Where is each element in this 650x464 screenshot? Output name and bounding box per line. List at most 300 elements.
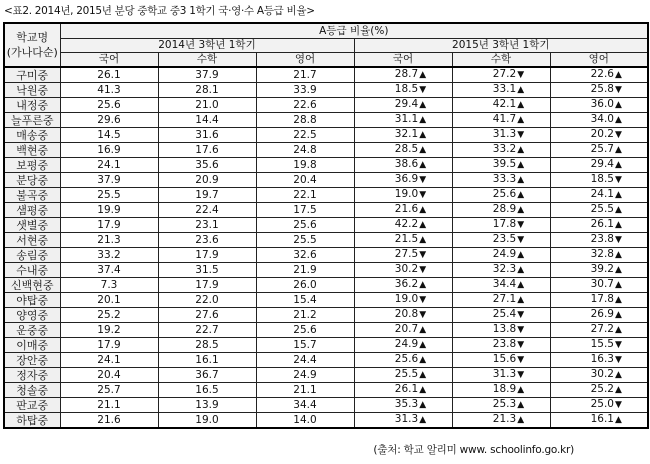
table-row xyxy=(4,98,648,113)
math-2014-cell: 28.5 xyxy=(158,338,256,353)
korean-2014-cell: 25.7 xyxy=(60,383,158,398)
english-2015-value: 34.0 xyxy=(590,113,614,125)
change-arrow-icon: ▲ xyxy=(614,295,622,305)
change-arrow-icon: ▲ xyxy=(419,235,427,245)
math-2015-cell xyxy=(452,233,550,248)
korean-2015-cell xyxy=(354,143,452,158)
school-name-cell: 청솔중 xyxy=(4,383,60,398)
school-name-cell: 하탑중 xyxy=(4,413,60,429)
math-2015-value: 27.1 xyxy=(492,293,517,305)
english-2015-value: 25.0 xyxy=(590,398,614,410)
korean-2015-value: 30.2 xyxy=(394,263,419,275)
school-name-cell: 구미중 xyxy=(4,67,60,83)
change-arrow-icon: ▼ xyxy=(517,130,525,140)
a-grade-ratio-header: A등급 비율(%) xyxy=(60,23,648,39)
math-2015-value: 24.9 xyxy=(492,248,517,260)
table-row xyxy=(4,263,648,278)
change-arrow-icon: ▼ xyxy=(419,265,427,275)
change-arrow-icon: ▲ xyxy=(419,160,427,170)
change-arrow-icon: ▼ xyxy=(517,325,525,335)
table-row xyxy=(4,398,648,413)
korean-2014-cell: 41.3 xyxy=(60,83,158,98)
math-2014-cell: 23.1 xyxy=(158,218,256,233)
korean-2015-cell xyxy=(354,83,452,98)
math-2014-cell: 19.7 xyxy=(158,188,256,203)
math-2014-cell: 19.0 xyxy=(158,413,256,429)
korean-2014-cell: 21.6 xyxy=(60,413,158,429)
korean-2014-cell: 20.4 xyxy=(60,368,158,383)
math-2015-value: 33.3 xyxy=(492,173,517,185)
english-2015-cell xyxy=(550,308,648,323)
change-arrow-icon: ▲ xyxy=(517,175,525,185)
change-arrow-icon: ▲ xyxy=(517,205,525,215)
change-arrow-icon: ▲ xyxy=(614,370,622,380)
table-row xyxy=(4,323,648,338)
english-2015-value: 36.0 xyxy=(590,98,614,110)
school-name-cell: 양영중 xyxy=(4,308,60,323)
change-arrow-icon: ▲ xyxy=(419,130,427,140)
school-name-cell: 수내중 xyxy=(4,263,60,278)
change-arrow-icon: ▲ xyxy=(419,220,427,230)
school-name-cell: 늘푸른중 xyxy=(4,113,60,128)
english-2014-cell: 20.4 xyxy=(256,173,354,188)
english-2015-value: 15.5 xyxy=(590,338,614,350)
change-arrow-icon: ▼ xyxy=(419,85,427,95)
math-2015-value: 33.2 xyxy=(492,143,517,155)
english-2015-cell xyxy=(550,383,648,398)
math-2015-value: 31.3 xyxy=(492,128,517,140)
col-korean-2014: 국어 xyxy=(60,53,158,68)
math-2015-value: 34.4 xyxy=(492,278,517,290)
korean-2014-cell: 33.2 xyxy=(60,248,158,263)
english-2014-cell: 24.4 xyxy=(256,353,354,368)
english-2015-cell xyxy=(550,128,648,143)
table-row xyxy=(4,233,648,248)
school-name-cell: 내정중 xyxy=(4,98,60,113)
table-body xyxy=(4,67,648,428)
korean-2015-cell xyxy=(354,67,452,83)
col-math-2014: 수학 xyxy=(158,53,256,68)
english-2014-cell: 14.0 xyxy=(256,413,354,429)
table-row xyxy=(4,188,648,203)
school-name-cell: 매송중 xyxy=(4,128,60,143)
change-arrow-icon: ▲ xyxy=(419,100,427,110)
korean-2015-value: 28.5 xyxy=(394,143,419,155)
english-2015-value: 26.1 xyxy=(590,218,614,230)
english-2014-cell: 19.8 xyxy=(256,158,354,173)
korean-2015-value: 28.7 xyxy=(394,68,419,80)
korean-2015-value: 21.6 xyxy=(394,203,419,215)
math-2015-cell xyxy=(452,278,550,293)
math-2015-value: 27.2 xyxy=(492,68,517,80)
korean-2015-cell xyxy=(354,98,452,113)
math-2015-cell xyxy=(452,263,550,278)
korean-2015-value: 19.0 xyxy=(394,188,419,200)
school-name-cell: 송림중 xyxy=(4,248,60,263)
change-arrow-icon: ▲ xyxy=(614,280,622,290)
math-2014-cell: 28.1 xyxy=(158,83,256,98)
school-name-cell: 정자중 xyxy=(4,368,60,383)
change-arrow-icon: ▼ xyxy=(614,175,622,185)
school-name-header xyxy=(4,23,60,67)
korean-2015-cell xyxy=(354,203,452,218)
math-2014-cell: 16.1 xyxy=(158,353,256,368)
math-2015-cell xyxy=(452,158,550,173)
change-arrow-icon: ▲ xyxy=(419,385,427,395)
math-2015-cell xyxy=(452,248,550,263)
change-arrow-icon: ▼ xyxy=(614,85,622,95)
english-2015-value: 20.2 xyxy=(590,128,614,140)
change-arrow-icon: ▼ xyxy=(517,235,525,245)
table-row xyxy=(4,278,648,293)
english-2015-cell xyxy=(550,83,648,98)
school-name-cell: 야탑중 xyxy=(4,293,60,308)
korean-2014-cell: 29.6 xyxy=(60,113,158,128)
english-2015-cell xyxy=(550,248,648,263)
math-2015-value: 39.5 xyxy=(492,158,517,170)
table-row xyxy=(4,383,648,398)
english-2015-cell xyxy=(550,413,648,429)
math-2015-value: 28.9 xyxy=(492,203,517,215)
math-2015-cell xyxy=(452,413,550,429)
korean-2015-cell xyxy=(354,353,452,368)
change-arrow-icon: ▲ xyxy=(614,310,622,320)
change-arrow-icon: ▲ xyxy=(517,160,525,170)
korean-2015-value: 31.3 xyxy=(394,413,419,425)
math-2014-cell: 13.9 xyxy=(158,398,256,413)
math-2015-value: 32.3 xyxy=(492,263,517,275)
school-name-cell: 신백현중 xyxy=(4,278,60,293)
table-row xyxy=(4,67,648,83)
english-2015-cell xyxy=(550,98,648,113)
change-arrow-icon: ▲ xyxy=(614,220,622,230)
korean-2015-value: 20.8 xyxy=(394,308,419,320)
korean-2015-cell xyxy=(354,233,452,248)
math-2014-cell: 21.0 xyxy=(158,98,256,113)
table-row xyxy=(4,113,648,128)
change-arrow-icon: ▼ xyxy=(517,70,525,80)
korean-2015-cell xyxy=(354,338,452,353)
change-arrow-icon: ▲ xyxy=(614,115,622,125)
math-2015-value: 25.6 xyxy=(492,188,517,200)
korean-2015-value: 32.1 xyxy=(394,128,419,140)
english-2014-cell: 24.8 xyxy=(256,143,354,158)
table-row xyxy=(4,218,648,233)
korean-2015-value: 27.5 xyxy=(394,248,419,260)
change-arrow-icon: ▼ xyxy=(419,250,427,260)
korean-2015-cell xyxy=(354,413,452,429)
math-2015-cell xyxy=(452,368,550,383)
korean-2015-value: 26.1 xyxy=(394,383,419,395)
korean-2014-cell: 14.5 xyxy=(60,128,158,143)
korean-2015-cell xyxy=(354,173,452,188)
korean-2014-cell: 24.1 xyxy=(60,353,158,368)
change-arrow-icon: ▲ xyxy=(419,370,427,380)
english-2014-cell: 22.6 xyxy=(256,98,354,113)
change-arrow-icon: ▼ xyxy=(517,355,525,365)
school-name-cell: 장안중 xyxy=(4,353,60,368)
change-arrow-icon: ▼ xyxy=(517,370,525,380)
change-arrow-icon: ▲ xyxy=(419,115,427,125)
col-korean-2015: 국어 xyxy=(354,53,452,68)
change-arrow-icon: ▲ xyxy=(517,145,525,155)
change-arrow-icon: ▼ xyxy=(517,340,525,350)
change-arrow-icon: ▲ xyxy=(517,295,525,305)
math-2014-cell: 35.6 xyxy=(158,158,256,173)
korean-2015-cell xyxy=(354,278,452,293)
english-2015-value: 16.1 xyxy=(590,413,614,425)
school-name-cell: 서현중 xyxy=(4,233,60,248)
math-2015-cell xyxy=(452,338,550,353)
korean-2015-cell xyxy=(354,323,452,338)
change-arrow-icon: ▲ xyxy=(614,265,622,275)
english-2014-cell: 17.5 xyxy=(256,203,354,218)
math-2015-cell xyxy=(452,398,550,413)
math-2015-cell xyxy=(452,173,550,188)
english-2015-cell xyxy=(550,398,648,413)
change-arrow-icon: ▲ xyxy=(517,85,525,95)
english-2015-value: 17.8 xyxy=(590,293,614,305)
english-2015-value: 32.8 xyxy=(590,248,614,260)
change-arrow-icon: ▲ xyxy=(614,70,622,80)
table-row xyxy=(4,158,648,173)
english-2015-value: 26.9 xyxy=(590,308,614,320)
table-row xyxy=(4,203,648,218)
table-row xyxy=(4,338,648,353)
math-2015-cell xyxy=(452,98,550,113)
english-2015-cell xyxy=(550,188,648,203)
english-2015-cell xyxy=(550,263,648,278)
math-2015-cell xyxy=(452,128,550,143)
korean-2014-cell: 24.1 xyxy=(60,158,158,173)
change-arrow-icon: ▲ xyxy=(517,190,525,200)
table-row xyxy=(4,368,648,383)
korean-2014-cell: 26.1 xyxy=(60,67,158,83)
math-2015-cell xyxy=(452,113,550,128)
korean-2015-value: 36.9 xyxy=(394,173,419,185)
english-2014-cell: 21.7 xyxy=(256,67,354,83)
korean-2015-cell xyxy=(354,263,452,278)
math-2015-cell xyxy=(452,203,550,218)
english-2015-value: 25.7 xyxy=(590,143,614,155)
english-2014-cell: 34.4 xyxy=(256,398,354,413)
math-2014-cell: 27.6 xyxy=(158,308,256,323)
korean-2014-cell: 21.1 xyxy=(60,398,158,413)
english-2014-cell: 25.5 xyxy=(256,233,354,248)
school-name-cell: 분당중 xyxy=(4,173,60,188)
english-2014-cell: 26.0 xyxy=(256,278,354,293)
change-arrow-icon: ▼ xyxy=(517,220,525,230)
english-2015-cell xyxy=(550,67,648,83)
change-arrow-icon: ▲ xyxy=(614,100,622,110)
korean-2014-cell: 19.2 xyxy=(60,323,158,338)
change-arrow-icon: ▲ xyxy=(614,415,622,425)
korean-2014-cell: 17.9 xyxy=(60,338,158,353)
change-arrow-icon: ▼ xyxy=(614,130,622,140)
korean-2015-value: 31.1 xyxy=(394,113,419,125)
math-2015-value: 15.6 xyxy=(492,353,517,365)
english-2015-value: 16.3 xyxy=(590,353,614,365)
school-name-cell: 보평중 xyxy=(4,158,60,173)
table-row xyxy=(4,83,648,98)
english-2015-cell xyxy=(550,218,648,233)
table-row xyxy=(4,308,648,323)
english-2015-value: 30.2 xyxy=(590,368,614,380)
change-arrow-icon: ▼ xyxy=(614,340,622,350)
english-2014-cell: 15.7 xyxy=(256,338,354,353)
korean-2014-cell: 25.5 xyxy=(60,188,158,203)
korean-2015-cell xyxy=(354,158,452,173)
change-arrow-icon: ▲ xyxy=(614,145,622,155)
school-name-cell: 이매중 xyxy=(4,338,60,353)
korean-2015-cell xyxy=(354,368,452,383)
korean-2015-value: 36.2 xyxy=(394,278,419,290)
english-2015-cell xyxy=(550,173,648,188)
korean-2015-cell xyxy=(354,218,452,233)
math-2014-cell: 17.9 xyxy=(158,248,256,263)
change-arrow-icon: ▲ xyxy=(517,415,525,425)
change-arrow-icon: ▲ xyxy=(419,205,427,215)
change-arrow-icon: ▼ xyxy=(419,190,427,200)
english-2015-cell xyxy=(550,158,648,173)
change-arrow-icon: ▼ xyxy=(614,400,622,410)
math-2015-cell xyxy=(452,218,550,233)
math-2015-value: 18.9 xyxy=(492,383,517,395)
math-2015-cell xyxy=(452,83,550,98)
table-row xyxy=(4,248,648,263)
english-2014-cell: 25.6 xyxy=(256,218,354,233)
korean-2014-cell: 20.1 xyxy=(60,293,158,308)
korean-2015-cell xyxy=(354,398,452,413)
english-2014-cell: 28.8 xyxy=(256,113,354,128)
korean-2014-cell: 16.9 xyxy=(60,143,158,158)
year-2015-header: 2015년 3학년 1학기 xyxy=(354,39,648,53)
col-english-2014: 영어 xyxy=(256,53,354,68)
table-caption: <표2. 2014년, 2015년 분당 중학교 중3 1학기 국·영·수 A등급 비율> xyxy=(4,5,315,17)
change-arrow-icon: ▲ xyxy=(419,70,427,80)
table-row xyxy=(4,293,648,308)
math-2014-cell: 31.5 xyxy=(158,263,256,278)
korean-2015-value: 18.5 xyxy=(394,83,419,95)
korean-2014-cell: 25.2 xyxy=(60,308,158,323)
table-row xyxy=(4,143,648,158)
col-english-2015: 영어 xyxy=(550,53,648,68)
math-2015-value: 41.7 xyxy=(492,113,517,125)
korean-2015-value: 19.0 xyxy=(394,293,419,305)
english-2014-cell: 21.2 xyxy=(256,308,354,323)
change-arrow-icon: ▲ xyxy=(419,355,427,365)
math-2015-value: 21.3 xyxy=(492,413,517,425)
english-2015-value: 23.8 xyxy=(590,233,614,245)
math-2014-cell: 20.9 xyxy=(158,173,256,188)
table-row xyxy=(4,128,648,143)
change-arrow-icon: ▲ xyxy=(419,400,427,410)
english-2014-cell: 32.6 xyxy=(256,248,354,263)
math-2015-cell xyxy=(452,188,550,203)
math-2015-value: 23.8 xyxy=(492,338,517,350)
col-math-2015: 수학 xyxy=(452,53,550,68)
english-2015-cell xyxy=(550,113,648,128)
change-arrow-icon: ▲ xyxy=(517,265,525,275)
english-2015-value: 25.2 xyxy=(590,383,614,395)
english-2015-cell xyxy=(550,323,648,338)
change-arrow-icon: ▼ xyxy=(419,175,427,185)
math-2015-cell xyxy=(452,353,550,368)
change-arrow-icon: ▼ xyxy=(614,355,622,365)
school-name-cell: 샘평중 xyxy=(4,203,60,218)
korean-2014-cell: 21.3 xyxy=(60,233,158,248)
change-arrow-icon: ▲ xyxy=(614,385,622,395)
change-arrow-icon: ▲ xyxy=(517,250,525,260)
math-2015-cell xyxy=(452,323,550,338)
math-2015-value: 42.1 xyxy=(492,98,517,110)
korean-2014-cell: 7.3 xyxy=(60,278,158,293)
korean-2015-cell xyxy=(354,128,452,143)
korean-2015-cell xyxy=(354,293,452,308)
change-arrow-icon: ▲ xyxy=(419,145,427,155)
english-2015-value: 25.8 xyxy=(590,83,614,95)
english-2015-value: 30.7 xyxy=(590,278,614,290)
math-2014-cell: 37.9 xyxy=(158,67,256,83)
korean-2014-cell: 19.9 xyxy=(60,203,158,218)
math-2014-cell: 23.6 xyxy=(158,233,256,248)
change-arrow-icon: ▼ xyxy=(419,310,427,320)
change-arrow-icon: ▲ xyxy=(614,205,622,215)
english-2014-cell: 21.1 xyxy=(256,383,354,398)
school-name-cell: 불곡중 xyxy=(4,188,60,203)
math-2014-cell: 22.0 xyxy=(158,293,256,308)
change-arrow-icon: ▲ xyxy=(517,115,525,125)
math-2014-cell: 22.4 xyxy=(158,203,256,218)
change-arrow-icon: ▲ xyxy=(419,340,427,350)
math-2014-cell: 22.7 xyxy=(158,323,256,338)
korean-2015-value: 25.6 xyxy=(394,353,419,365)
korean-2015-cell xyxy=(354,308,452,323)
english-2015-value: 29.4 xyxy=(590,158,614,170)
table-row xyxy=(4,413,648,429)
english-2015-value: 39.2 xyxy=(590,263,614,275)
english-2015-value: 27.2 xyxy=(590,323,614,335)
math-2014-cell: 36.7 xyxy=(158,368,256,383)
change-arrow-icon: ▲ xyxy=(517,385,525,395)
math-2015-value: 13.8 xyxy=(492,323,517,335)
korean-2014-cell: 25.6 xyxy=(60,98,158,113)
change-arrow-icon: ▲ xyxy=(614,250,622,260)
school-name-header-line1: 학교명 xyxy=(16,31,49,44)
english-2015-cell xyxy=(550,293,648,308)
math-2015-cell xyxy=(452,293,550,308)
english-2015-cell xyxy=(550,368,648,383)
korean-2015-value: 24.9 xyxy=(394,338,419,350)
math-2014-cell: 17.9 xyxy=(158,278,256,293)
change-arrow-icon: ▲ xyxy=(419,325,427,335)
english-2015-cell xyxy=(550,233,648,248)
english-2015-cell xyxy=(550,353,648,368)
korean-2015-value: 21.5 xyxy=(394,233,419,245)
math-2015-value: 17.8 xyxy=(492,218,517,230)
korean-2015-cell xyxy=(354,383,452,398)
math-2015-value: 25.4 xyxy=(492,308,517,320)
school-name-cell: 운중중 xyxy=(4,323,60,338)
math-2015-value: 25.3 xyxy=(492,398,517,410)
english-2015-value: 18.5 xyxy=(590,173,614,185)
source-note: (출처: 학교 알리미 www. schoolinfo.go.kr) xyxy=(373,444,574,456)
math-2015-cell xyxy=(452,67,550,83)
math-2015-cell xyxy=(452,383,550,398)
change-arrow-icon: ▼ xyxy=(419,295,427,305)
english-2014-cell: 33.9 xyxy=(256,83,354,98)
change-arrow-icon: ▲ xyxy=(419,415,427,425)
